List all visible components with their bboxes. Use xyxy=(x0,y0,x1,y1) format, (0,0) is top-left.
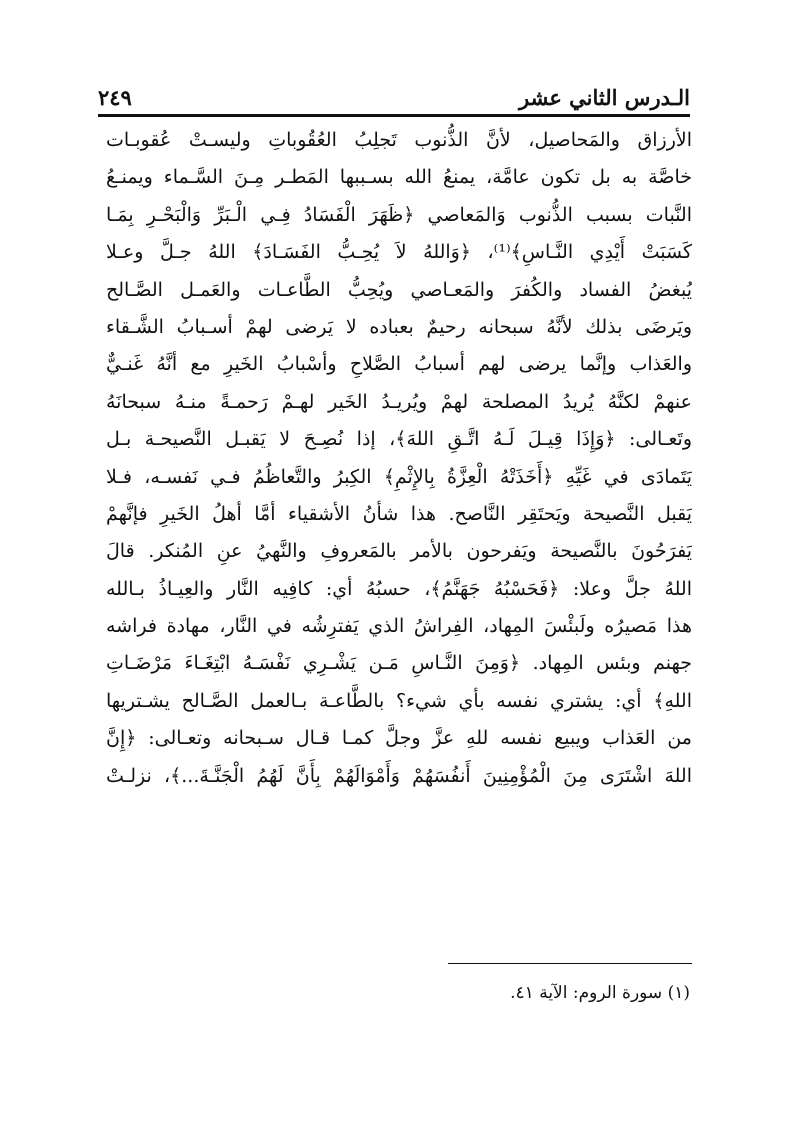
text-line: النَّبات بسبب الذُّنوب وَالمَعاصي ﴿ظَهَرَ الْفَسَادُ فِـي الْـبَرِّ وَالْبَحْـرِ بِمَـا xyxy=(106,203,692,226)
text-line: يَفرَحُونَ بالنَّصيحة ويَفرحون بالأمر بالمَعروفِ والنَّهيُ عنِ المُنكر. قالَ xyxy=(106,540,692,563)
footnote: (١) سورة الروم: الآية ٤١. xyxy=(510,983,690,1003)
text-line: اللهَ اشْتَرَى مِنَ الْمُؤْمِنِينَ أَنفُسَهُمْ وَأَمْوَالَهُمْ بِأَنَّ لَهُمُ الْجَنَّـةَ...﴾، نزلـتْ xyxy=(106,764,692,787)
text-line: يَقبل النَّصيحة ويَحتَقِر النَّاصح. هذا شأنُ الأشقياء أمَّا أهلُ الخَيرِ فإنَّهمْ xyxy=(106,502,692,525)
text-line: خاصَّة به بل تكون عامَّة، يمنعُ الله بسـببها المَطـر مِـنَ السَّـماء ويمنـعُ xyxy=(106,166,692,189)
text-line: ويَرضَى بذلك لأنَّهُ سبحانه رحيمٌ بعباده لا يَرضى لهمْ أسـبابُ الشَّـقاء xyxy=(106,315,692,338)
text-line: جهنم وبئس المِهاد. ﴿وَمِنَ النَّـاسِ مَـن يَشْـرِي نَفْسَـهُ ابْتِغَـاءَ مَرْضَـاتِ xyxy=(106,652,692,675)
page-number: ٢٤٩ xyxy=(98,85,132,110)
text-line: عنهمْ لكنَّهُ يُريدُ المصلحة لهمْ ويُريـدُ الخَير لهـمْ رَحمـةً منـهُ سبحانَهُ xyxy=(106,390,692,413)
footnote-rule xyxy=(448,963,692,964)
text-line: يَتَمادَى في غَيِّهِ ﴿أَخَذَتْهُ الْعِزَّةُ بِالإِثْمِ﴾ الكِبرُ والتَّعاظُمُ فـي نَفسـه، فـلا xyxy=(106,465,692,488)
header-rule xyxy=(98,114,690,117)
body-text xyxy=(106,122,692,795)
text-line: كَسَبَتْ أَيْدِي النَّـاسِ﴾⁽¹⁾، ﴿وَاللهُ لاَ يُحِـبُّ الفَسَـادَ﴾ اللهُ جـلَّ وعـلا xyxy=(106,241,692,264)
text-line: من العَذاب ويبيع نفسه للهِ عزَّ وجلَّ كمـا قـال سـبحانه وتعـالى: ﴿إِنَّ xyxy=(106,727,692,750)
text-line: اللهِ﴾ أي: يشتري نفسه بأي شيء؟ بالطَّاعـة بـالعمل الصَّـالح يشـتريها xyxy=(106,689,692,712)
text-line: وتَعـالى: ﴿وَإِذَا قِيـلَ لَـهُ اتَّـقِ اللهَ﴾، إذا نُصِـحَ لا يَقبـل النَّصيحـة بـل xyxy=(106,428,692,451)
text-line: يُبغضُ الفساد والكُفرَ والمَعـاصي ويُحِبُّ الطَّاعـات والعَمـل الصَّـالح xyxy=(106,278,692,301)
text-line: اللهُ جلَّ وعلا: ﴿فَحَسْبُهُ جَهَنَّمُ﴾، حسبُهُ أي: كافِيه النَّار والعِيـاذُ بـالله xyxy=(106,577,692,600)
text-line: هذا مَصيرُه ولَبئْسَ المِهاد، الفِراشُ الذي يَفترِشُه في النَّار، مهادة فراشه xyxy=(106,615,692,638)
text-line: الأرزاق والمَحاصيل، لأنَّ الذُّنوب تَجلِبُ العُقُوباتِ وليسـتْ عُقوبـات xyxy=(106,129,692,151)
chapter-title: الـدرس الثاني عشر xyxy=(519,85,690,110)
page-header xyxy=(98,82,690,112)
text-line: والعَذاب وإنَّما يرضى لهم أسبابُ الصَّلاحِ وأسْبابُ الخَيرِ مع أنَّهُ غَنـيٌّ xyxy=(106,353,692,376)
